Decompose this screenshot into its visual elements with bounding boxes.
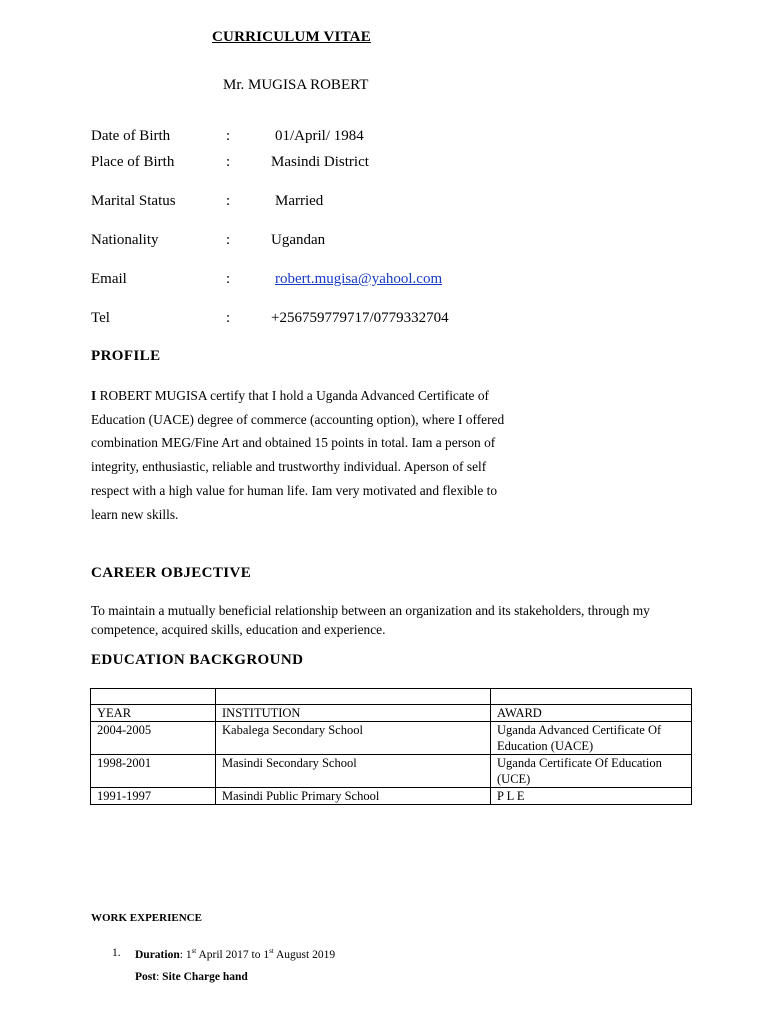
profile-text: ROBERT MUGISA certify that I hold a Uganda Advanced Certificate of Education (UACE) degree of commerce (accounting option), where I offered combination MEG/Fine Art and obtained 15 points in total. Iam a person of integrity, enthusiastic, reliable and trustworthy individual. Aperson of self respect with a high value for human life. Iam very motivated and flexible to learn new skills. [91,388,505,522]
table-cell: Uganda Certificate Of Education (UCE) [491,755,692,788]
work-experience-heading: WORK EXPERIENCE [91,912,202,924]
info-row-dob [91,128,611,148]
document-title: CURRICULUM VITAE [212,29,371,45]
info-label: Tel [91,310,110,326]
info-row-email [91,271,611,291]
table-header: INSTITUTION [216,705,491,722]
info-label: Email [91,271,127,287]
table-header: YEAR [91,705,216,722]
post-label: Post [135,971,157,983]
list-number: 1. [112,947,121,959]
info-label: Date of Birth [91,128,171,144]
info-label: Marital Status [91,193,176,209]
table-header: AWARD [491,705,692,722]
table-cell: 1991-1997 [91,788,216,805]
table-row [91,788,692,805]
info-colon: : [226,232,231,248]
table-cell: Masindi Public Primary School [216,788,491,805]
info-row-nationality [91,232,611,252]
table-cell: Masindi Secondary School [216,755,491,788]
profile-heading: PROFILE [91,348,161,364]
table-cell: 1998-2001 [91,755,216,788]
info-value: +256759779717/0779332704 [271,310,449,326]
education-heading: EDUCATION BACKGROUND [91,652,304,668]
info-value: Masindi District [271,154,369,170]
duration-label: Duration [135,948,180,961]
info-value: 01/April/ 1984 [275,128,364,144]
info-colon: : [226,310,231,326]
info-colon: : [226,193,231,209]
table-cell: 2004-2005 [91,722,216,755]
table-row [91,722,692,755]
table-cell: P L E [491,788,692,805]
work-duration: Duration: 1st April 2017 to 1st August 2019 [135,947,336,961]
info-value: Ugandan [271,232,326,248]
table-header-row [91,705,692,722]
info-colon: : [226,154,231,170]
table-cell: Uganda Advanced Certificate Of Education (UACE) [491,722,692,755]
info-label: Place of Birth [91,154,175,170]
info-value: Married [275,193,324,209]
info-colon: : [226,128,231,144]
info-row-tel [91,310,611,330]
career-objective-text: To maintain a mutually beneficial relationship between an organization and its stakeholders, through my competence, acquired skills, education and experience. [91,603,650,637]
person-name: Mr. MUGISA ROBERT [223,77,369,93]
table-cell: Kabalega Secondary School [216,722,491,755]
table-row [91,689,692,705]
work-post: Post: Site Charge hand [135,971,248,983]
education-table [90,688,692,805]
info-colon: : [226,271,231,287]
email-link[interactable]: robert.mugisa@yahool.com [275,271,443,287]
info-row-place-of-birth [91,154,611,174]
profile-paragraph [91,384,521,526]
info-label: Nationality [91,232,159,248]
career-objective-heading: CAREER OBJECTIVE [91,565,252,581]
profile-first-letter: I [91,388,97,403]
info-row-marital-status [91,193,611,213]
table-row [91,755,692,788]
post-value: Site Charge hand [162,971,248,983]
